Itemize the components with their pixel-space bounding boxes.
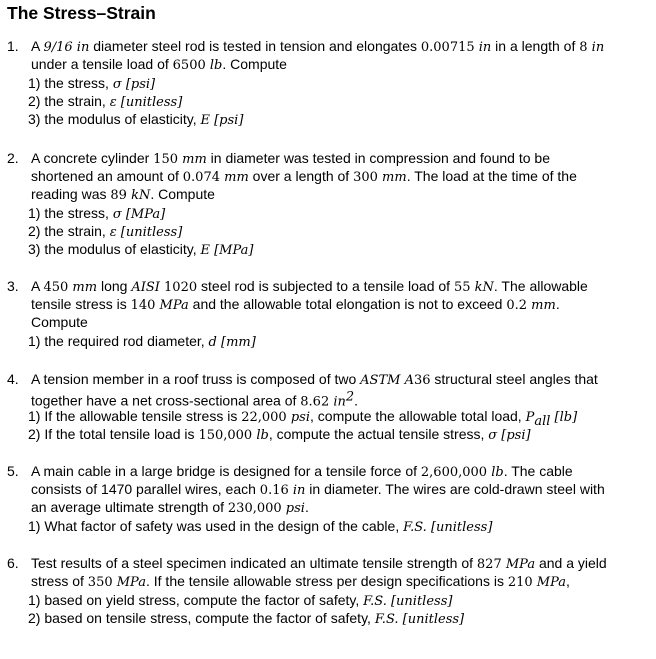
text-run: 1) If the allowable tensile stress is (28, 408, 242, 424)
problem-text-line (31, 554, 607, 574)
math-symbol: mm (182, 152, 207, 167)
text-run: in a length of (491, 38, 580, 54)
math-symbol: in (333, 394, 346, 410)
sub-question (28, 222, 182, 242)
math-symbol: lb (209, 58, 223, 73)
text-run: 1) What factor of safety was used in the design of the cable, (28, 518, 404, 534)
math-symbol: ε [unitless] (109, 225, 183, 240)
text-run: an average ultimate strength of (31, 499, 228, 515)
sub-question (28, 204, 165, 224)
problem-text-line (31, 149, 550, 169)
text-run: 1) the stress, (28, 205, 113, 221)
problem-number: 2. (7, 150, 19, 166)
text-run: . (354, 392, 359, 409)
math-symbol: [lb] (550, 410, 578, 425)
math-symbol: lb (256, 428, 269, 443)
math-symbol: MPa (116, 575, 146, 590)
text-run: . (555, 296, 560, 312)
math-symbol: mm (531, 298, 556, 313)
math-symbol: MPa (536, 575, 567, 590)
text-run: 1) the stress, (28, 75, 113, 91)
math-symbol: E [MPa] (200, 243, 254, 258)
page-title: The Stress–Strain (7, 3, 156, 23)
text-run: . If the tensile allowable stress per design specifications is (145, 573, 508, 589)
text-run: 1) based on yield stress, compute the factor of safety, (28, 592, 364, 608)
math-symbol: psi (290, 410, 310, 425)
sub-question (28, 92, 182, 112)
math-number: 0.2 (506, 298, 532, 313)
math-number: 8.62 (300, 394, 334, 410)
problem-text-line (31, 295, 560, 315)
text-run: 3) the modulus of elasticity, (28, 111, 201, 127)
math-symbol: σ [psi] (112, 77, 156, 92)
problem-number: 3. (7, 278, 19, 294)
text-run: in diameter was tested in compression and found to be (206, 150, 550, 166)
text-run: Test results of a steel specimen indicated an ultimate tensile strength of (31, 555, 477, 571)
text-run: A concrete cylinder (31, 150, 154, 166)
math-symbol: F.S. [unitless] (363, 594, 453, 609)
math-symbol: in (292, 483, 306, 498)
problem-number: 1. (7, 38, 19, 54)
sub-question (28, 425, 531, 445)
math-number: 89 (110, 188, 132, 203)
math-number: 36 (413, 373, 431, 388)
text-run: over a length of (248, 168, 354, 184)
math-symbol: MPa (159, 298, 189, 313)
text-run: reading was (31, 186, 111, 202)
text-run: , compute the actual tensile stress, (268, 426, 489, 442)
text-run: structural steel angles that (430, 371, 598, 387)
math-symbol: σ [psi] (488, 428, 531, 443)
problem-text-line (31, 277, 588, 297)
sub-question (28, 517, 492, 537)
math-symbol: AISI (131, 280, 160, 295)
text-run: A (31, 38, 44, 54)
math-symbol: P (525, 410, 535, 425)
text-run: 3) the modulus of elasticity, (28, 241, 201, 257)
text-run: and a yield (535, 555, 607, 571)
math-symbol: ε [unitless] (109, 95, 183, 110)
text-run: together have a net cross-sectional area of (31, 392, 301, 409)
math-number: 0.00715 (420, 40, 479, 55)
math-number: 450 (43, 280, 73, 295)
math-symbol: 9/16 in (43, 40, 90, 55)
problem-text-line (31, 167, 577, 187)
text-run: 2) based on tensile stress, compute the factor of safety, (28, 610, 375, 626)
text-run: 2) the strain, (28, 223, 110, 239)
math-symbol: kN (474, 280, 494, 295)
text-run: 2) If the total tensile load is (28, 426, 199, 442)
math-number: 0.16 (259, 483, 293, 498)
math-number: 827 (476, 557, 506, 572)
text-run: diameter steel rod is tested in tension and elongates (89, 38, 421, 54)
text-run: , (566, 573, 570, 589)
problem-number: 4. (7, 371, 19, 387)
math-symbol: mm (224, 170, 249, 185)
problem-text-line (31, 313, 88, 331)
subscript: all (534, 413, 551, 429)
text-run: and the allowable total elongation is not to exceed (188, 296, 507, 312)
problem-text-line (31, 480, 605, 500)
math-symbol: MPa (505, 557, 536, 572)
text-run: . The allowable (493, 278, 588, 294)
problem-text-line (31, 55, 287, 75)
math-number: 150,000 (198, 428, 257, 443)
text-run: Compute (31, 314, 88, 330)
text-run: . (304, 499, 309, 515)
math-number: 300 (353, 170, 383, 185)
math-number: 1020 (159, 280, 198, 295)
text-run: stress of (31, 573, 88, 589)
math-symbol: E [psi] (200, 113, 244, 128)
problem-text-line (31, 37, 604, 57)
math-number: 0.074 (182, 170, 225, 185)
text-run: 2) the strain, (28, 93, 110, 109)
math-number: 210 (507, 575, 537, 590)
math-symbol: mm (382, 170, 407, 185)
math-number: 230,000 (227, 501, 286, 516)
text-run: 1) the required rod diameter, (28, 333, 209, 349)
superscript: 2 (345, 389, 355, 404)
text-run: tensile stress is (31, 296, 131, 312)
math-number: 8 (579, 40, 592, 55)
text-run: . Compute (222, 56, 287, 72)
sub-question (28, 74, 155, 94)
math-symbol: in (591, 40, 605, 55)
sub-question (28, 110, 243, 130)
text-run: . The load at the time of the (406, 168, 577, 184)
text-run: long (97, 278, 132, 294)
sub-question (28, 240, 253, 260)
math-symbol: σ [MPa] (112, 207, 166, 222)
sub-question (28, 332, 256, 352)
math-symbol: mm (72, 280, 98, 295)
math-number: 350 (87, 575, 117, 590)
math-symbol: ASTM A (360, 373, 414, 388)
text-run: shortened an amount of (31, 168, 183, 184)
text-run: . Compute (150, 186, 215, 202)
sub-question (28, 591, 452, 611)
problem-text-line (31, 185, 215, 205)
math-number: 55 (453, 280, 475, 295)
problem-text-line (31, 370, 598, 390)
text-run: consists of 1470 parallel wires, each (31, 481, 260, 497)
math-number: 22,000 (241, 410, 291, 425)
text-run: in diameter. The wires are cold-drawn steel with (305, 481, 605, 497)
problem-text-line (31, 498, 309, 518)
math-symbol: in (478, 40, 492, 55)
math-symbol: lb (491, 465, 504, 480)
text-run: under a tensile load of (31, 56, 173, 72)
text-run: A (31, 278, 44, 294)
text-run: steel rod is subjected to a tensile load of (197, 278, 454, 294)
problem-number: 6. (7, 555, 19, 571)
math-symbol: psi (285, 501, 305, 516)
math-symbol: F.S. [unitless] (374, 612, 465, 627)
sub-question (28, 609, 464, 629)
problem-text-line (31, 462, 573, 482)
math-number: 150 (153, 152, 183, 167)
text-run: A tension member in a roof truss is composed of two (31, 371, 361, 387)
text-run: , compute the allowable total load, (310, 408, 526, 424)
math-symbol: d [mm] (208, 335, 256, 350)
math-symbol: kN (131, 188, 151, 203)
math-number: 6500 (172, 58, 210, 73)
math-number: 2,600,000 (420, 465, 492, 480)
math-symbol: F.S. [unitless] (403, 520, 493, 535)
math-number: 140 (130, 298, 160, 313)
problem-text-line (31, 572, 570, 592)
problem-number: 5. (7, 463, 19, 479)
text-run: . The cable (503, 463, 573, 479)
text-run: A main cable in a large bridge is designed for a tensile force of (31, 463, 421, 479)
